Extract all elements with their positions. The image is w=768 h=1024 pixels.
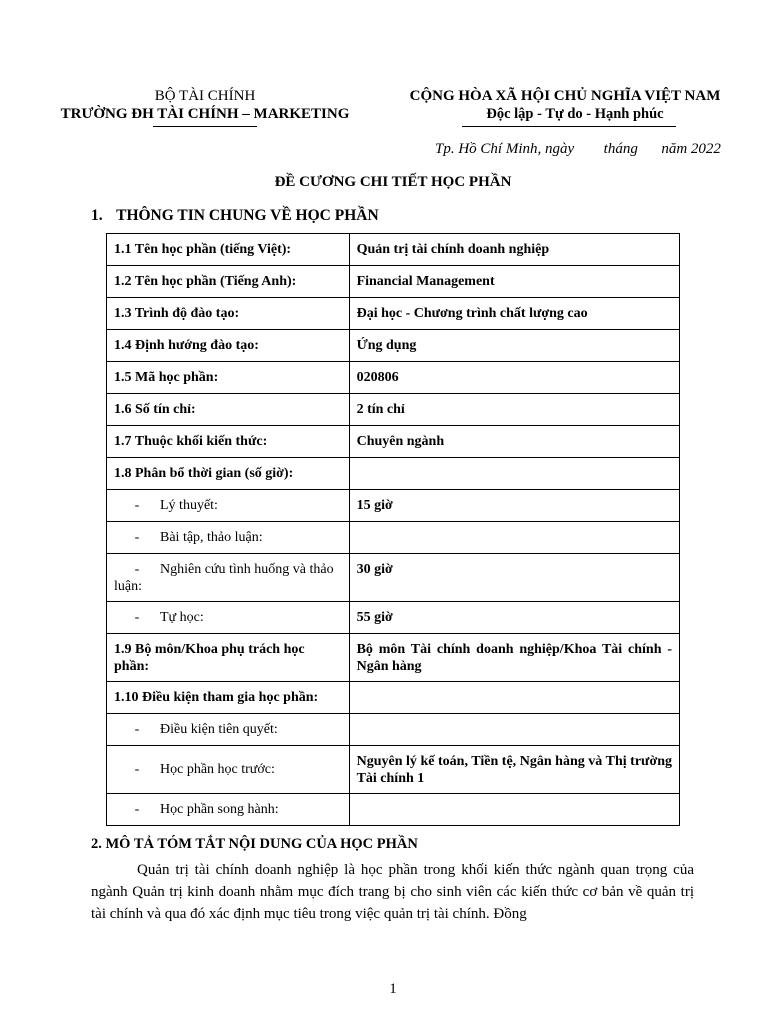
row-value (349, 682, 679, 714)
section1-title: THÔNG TIN CHUNG VỀ HỌC PHẦN (116, 207, 379, 224)
row-label-text: Điều kiện tiên quyết: (160, 722, 278, 737)
table-row (107, 394, 680, 426)
table-row (107, 554, 680, 602)
school-name: TRƯỜNG ĐH TÀI CHÍNH – MARKETING (60, 106, 350, 122)
section1-number: 1. (91, 207, 103, 224)
table-row (107, 330, 680, 362)
date-month: tháng (603, 141, 638, 157)
list-dash: - (134, 498, 140, 513)
row-label: 1.1 Tên học phần (tiếng Việt): (107, 234, 350, 266)
row-label-text: Nghiên cứu tình huống và thảo luận: (114, 562, 334, 594)
list-dash: - (134, 762, 140, 777)
row-label (107, 522, 350, 554)
row-value: 55 giờ (349, 602, 679, 634)
section2-heading: 2. MÔ TẢ TÓM TẮT NỘI DUNG CỦA HỌC PHẦN (91, 836, 418, 852)
list-dash: - (134, 610, 140, 625)
section2-paragraph: Quản trị tài chính doanh nghiệp là học phần trong khối kiến thức ngành quan trọng của ngành Quản trị kinh doanh nhằm mục đích trang bị cho sinh viên các kiến thức cơ bản về quản trị tài chính và qua đó xác định mục tiêu trong việc quản trị tài chính. Đồng (91, 862, 694, 922)
row-value: 30 giờ (349, 554, 679, 602)
school-underline (153, 126, 257, 127)
row-label: 1.5 Mã học phần: (107, 362, 350, 394)
row-label-text: Lý thuyết: (160, 498, 218, 513)
list-dash: - (134, 802, 140, 817)
table-row (107, 602, 680, 634)
row-value (349, 714, 679, 746)
list-dash: - (134, 530, 140, 545)
national-motto: Độc lập - Tự do - Hạnh phúc (486, 106, 664, 122)
row-label (107, 746, 350, 794)
row-value: Ứng dụng (349, 330, 679, 362)
list-dash: - (134, 722, 140, 737)
date-year: năm 2022 (661, 141, 721, 157)
table-row (107, 746, 680, 794)
document-title: ĐỀ CƯƠNG CHI TIẾT HỌC PHẦN (274, 174, 512, 190)
row-label: 1.10 Điều kiện tham gia học phần: (107, 682, 350, 714)
row-value: Đại học - Chương trình chất lượng cao (349, 298, 679, 330)
row-label: 1.8 Phân bổ thời gian (số giờ): (107, 458, 350, 490)
table-row (107, 682, 680, 714)
row-label: 1.7 Thuộc khối kiến thức: (107, 426, 350, 458)
page-number: 1 (389, 981, 397, 997)
table-row (107, 426, 680, 458)
row-value: Bộ môn Tài chính doanh nghiệp/Khoa Tài chính - Ngân hàng (349, 634, 679, 682)
row-value: Chuyên ngành (349, 426, 679, 458)
row-value (349, 522, 679, 554)
row-label: 1.3 Trình độ đào tạo: (107, 298, 350, 330)
table-row (107, 458, 680, 490)
table-row (107, 522, 680, 554)
table-row (107, 234, 680, 266)
course-info-table (106, 233, 680, 826)
table-row (107, 298, 680, 330)
republic-name: CỘNG HÒA XÃ HỘI CHỦ NGHĨA VIỆT NAM (409, 88, 721, 104)
row-label-text: Tự học: (160, 610, 204, 625)
row-value (349, 458, 679, 490)
row-value (349, 794, 679, 826)
row-label (107, 714, 350, 746)
row-value: Financial Management (349, 266, 679, 298)
row-value: 020806 (349, 362, 679, 394)
date-place: Tp. Hồ Chí Minh, ngày (435, 141, 575, 157)
row-label: 1.4 Định hướng đào tạo: (107, 330, 350, 362)
row-label: 1.6 Số tín chỉ: (107, 394, 350, 426)
table-row (107, 362, 680, 394)
row-label: 1.2 Tên học phần (Tiếng Anh): (107, 266, 350, 298)
table-row (107, 634, 680, 682)
table-row (107, 490, 680, 522)
ministry-name: BỘ TÀI CHÍNH (154, 88, 256, 104)
motto-underline (462, 126, 676, 127)
section1-heading (91, 207, 379, 225)
row-value: Nguyên lý kế toán, Tiền tệ, Ngân hàng và Thị trường Tài chính 1 (349, 746, 679, 794)
table-row (107, 266, 680, 298)
date-line (435, 141, 721, 158)
row-label-text: Học phần học trước: (160, 762, 275, 777)
row-label (107, 554, 350, 602)
row-label-text: Học phần song hành: (160, 802, 279, 817)
row-label (107, 794, 350, 826)
row-label (107, 602, 350, 634)
row-value: 2 tín chỉ (349, 394, 679, 426)
table-row (107, 794, 680, 826)
row-label: 1.9 Bộ môn/Khoa phụ trách học phần: (107, 634, 350, 682)
row-value: Quản trị tài chính doanh nghiệp (349, 234, 679, 266)
row-label-text: Bài tập, thảo luận: (160, 530, 263, 545)
table-row (107, 714, 680, 746)
list-dash: - (134, 562, 140, 577)
row-label (107, 490, 350, 522)
row-value: 15 giờ (349, 490, 679, 522)
